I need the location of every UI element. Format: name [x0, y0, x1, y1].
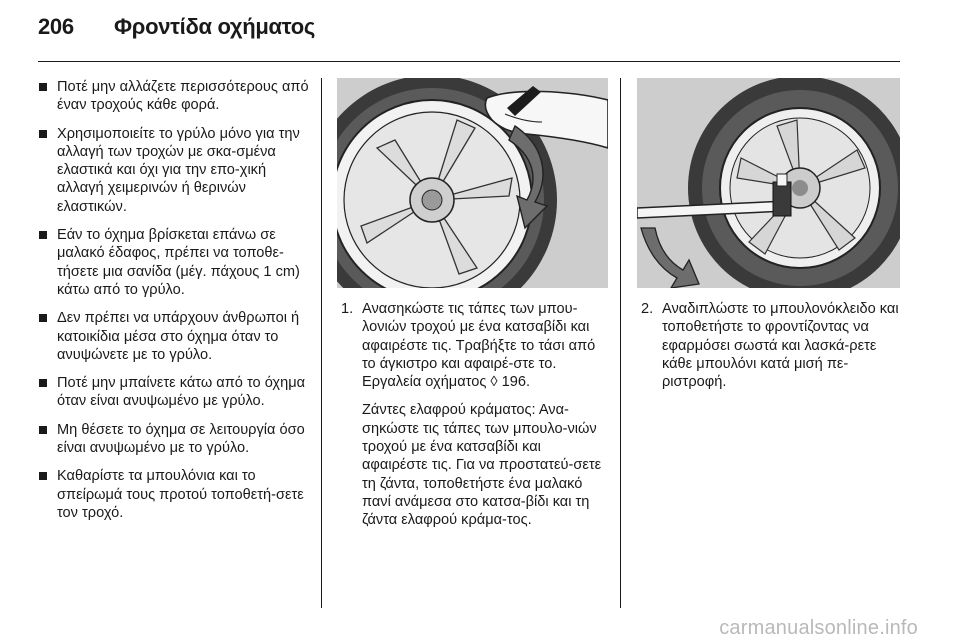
- step-note: Ζάντες ελαφρού κράματος: Ανα-σηκώστε τις τάπες των μπουλο-νιών τροχού με ένα κατσαβίδι και αφαιρέστε τις. Για να προστατεύ-σετε τη ζάντα, τοποθετήστε ένα μαλακό πανί ανάμεσα στο κατσα-βίδι και τη ζάντα ελαφρού κράμα-τος.: [362, 402, 602, 529]
- header-rule: [38, 61, 900, 62]
- step-2: [641, 300, 904, 391]
- bullet-item: [38, 309, 310, 364]
- bullet-square-icon: [39, 314, 47, 322]
- wheel-cover-removal-illustration: [337, 78, 608, 288]
- bullet-square-icon: [39, 231, 47, 239]
- bullet-item: [38, 421, 310, 458]
- column-divider-right: [620, 78, 621, 608]
- bullet-square-icon: [39, 130, 47, 138]
- bullet-item: [38, 226, 310, 299]
- safety-bullet-list: [38, 78, 310, 532]
- watermark: carmanualsonline.info: [719, 617, 918, 639]
- step-text: Ανασηκώστε τις τάπες των μπου-λονιών τροχού με ένα κατσαβίδι και αφαιρέστε τις. Τραβήξτε το τάσι από το άγκιστρο και αφαιρέ-στε το. Εργαλεία οχήματος ◊ 196.: [362, 301, 596, 391]
- page-title: Φροντίδα οχήματος: [114, 14, 315, 39]
- column-divider-left: [321, 78, 322, 608]
- bullet-square-icon: [39, 379, 47, 387]
- bullet-text: Δεν πρέπει να υπάρχουν άνθρωποι ή κατοικίδια μέσα στο όχημα όταν το ανυψώνετε με το γρύλο.: [57, 310, 300, 363]
- bullet-square-icon: [39, 426, 47, 434]
- page-number: 206: [38, 14, 74, 39]
- bullet-square-icon: [39, 83, 47, 91]
- step-text: Αναδιπλώστε το μπουλονόκλειδο και τοποθετήστε το φροντίζοντας να εφαρμόσει σωστά και λασκά-ρετε κάθε μπουλόνι κατά μισή πε-ριστροφή.: [662, 301, 899, 391]
- bullet-item: [38, 374, 310, 411]
- bullet-item: [38, 125, 310, 216]
- bullet-text: Καθαρίστε τα μπουλόνια και το σπείρωμά τους προτού τοποθετή-σετε τον τροχό.: [57, 468, 304, 521]
- bullet-text: Ποτέ μην αλλάζετε περισσότερους από έναν τροχούς κάθε φορά.: [57, 79, 309, 114]
- bullet-text: Ποτέ μην μπαίνετε κάτω από το όχημα όταν είναι ανυψωμένο με γρύλο.: [57, 375, 306, 410]
- bullet-item: [38, 467, 310, 522]
- bullet-text: Μη θέσετε το όχημα σε λειτουργία όσο είναι ανυψωμένο με το γρύλο.: [57, 421, 305, 457]
- step-number: 1.: [341, 301, 354, 317]
- bullet-item: [38, 78, 310, 115]
- step-1: [341, 300, 609, 530]
- wheel-wrench-illustration: [637, 78, 900, 288]
- bullet-text: Εάν το όχημα βρίσκεται επάνω σε μαλακό έδαφος, πρέπει να τοποθε-τήσετε μια σανίδα (μέγ. πάχους 1 cm) κάτω από το γρύλο.: [57, 227, 300, 298]
- bullet-text: Χρησιμοποιείτε το γρύλο μόνο για την αλλαγή των τροχών με σκα-σμένα ελαστικά και όχι για την επο-χική αλλαγή χειμερινών ή θερινών ελαστικών.: [57, 125, 300, 215]
- step-number: 2.: [641, 301, 654, 317]
- bullet-square-icon: [39, 472, 47, 480]
